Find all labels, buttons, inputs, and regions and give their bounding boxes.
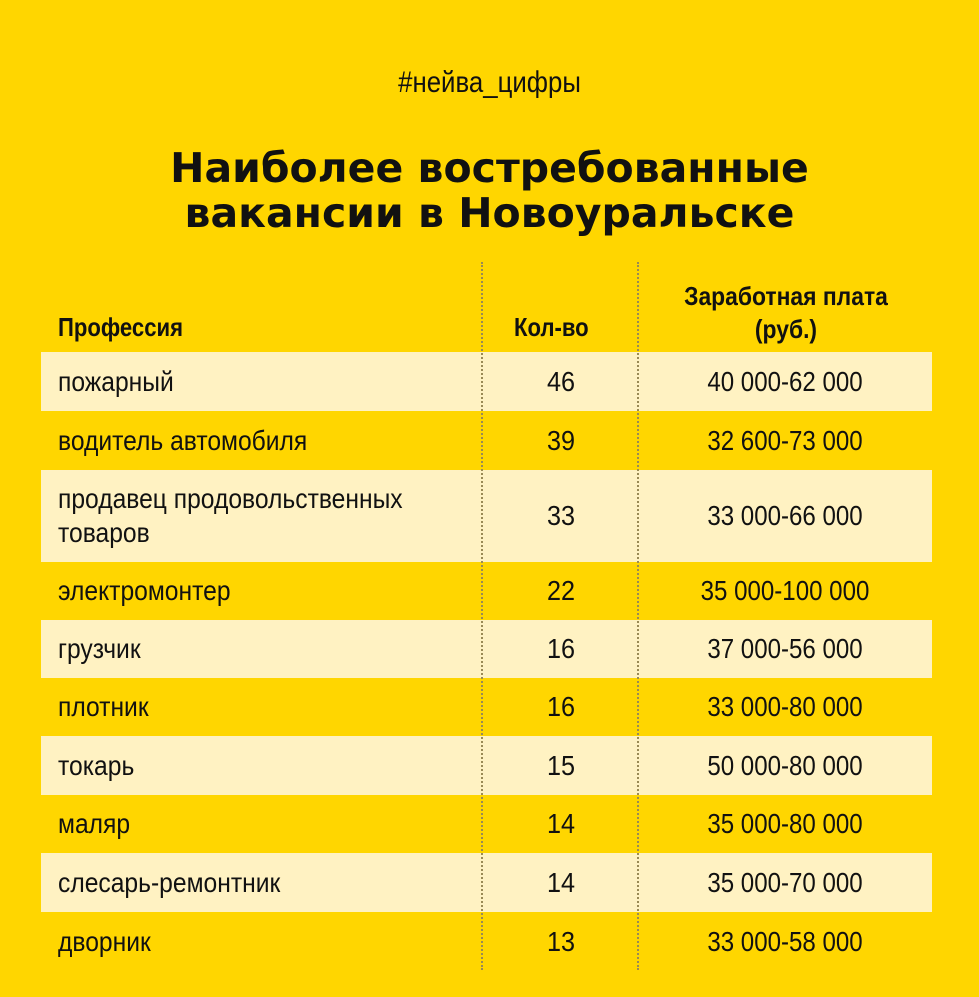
table-row bbox=[41, 411, 932, 470]
cell-profession: пожарный bbox=[58, 365, 174, 397]
column-header-salary-line-2: (руб.) bbox=[754, 314, 818, 344]
cell-profession: маляр bbox=[58, 808, 131, 839]
table-row bbox=[41, 853, 932, 912]
cell-quantity: 13 bbox=[546, 926, 576, 957]
table-row bbox=[41, 470, 932, 562]
cell-quantity: 16 bbox=[546, 691, 576, 722]
cell-salary: 33 000-58 000 bbox=[707, 926, 863, 957]
cell-quantity: 15 bbox=[546, 749, 576, 781]
cell-salary: 40 000-62 000 bbox=[707, 365, 863, 397]
cell-profession: продавец продовольственных товаров bbox=[58, 483, 403, 548]
column-header-quantity: Кол-во bbox=[514, 312, 589, 342]
hashtag: #нейва_цифры bbox=[398, 66, 581, 99]
title-line-2: вакансии в Новоуральске bbox=[184, 189, 795, 237]
cell-profession: токарь bbox=[58, 749, 135, 781]
table-row bbox=[41, 736, 932, 795]
cell-quantity: 16 bbox=[546, 633, 576, 664]
cell-salary: 33 000-66 000 bbox=[707, 500, 863, 531]
cell-profession: грузчик bbox=[58, 633, 141, 664]
page-title bbox=[0, 146, 979, 236]
cell-salary: 50 000-80 000 bbox=[707, 749, 863, 781]
cell-salary: 35 000-80 000 bbox=[707, 808, 863, 839]
cell-quantity: 14 bbox=[546, 808, 576, 839]
cell-salary: 37 000-56 000 bbox=[707, 633, 863, 664]
table-row bbox=[41, 795, 932, 853]
column-header-salary-line-1: Заработная плата bbox=[684, 281, 888, 311]
cell-quantity: 46 bbox=[546, 365, 576, 397]
cell-salary: 32 600-73 000 bbox=[707, 424, 863, 456]
cell-profession: электромонтер bbox=[58, 575, 231, 606]
cell-quantity: 14 bbox=[546, 866, 576, 898]
table-row bbox=[41, 678, 932, 736]
table-row bbox=[41, 912, 932, 972]
column-header-profession: Профессия bbox=[58, 312, 184, 342]
cell-quantity: 39 bbox=[546, 424, 576, 456]
cell-salary: 35 000-70 000 bbox=[707, 866, 863, 898]
table-row bbox=[41, 352, 932, 411]
cell-profession: дворник bbox=[58, 926, 151, 957]
table-row bbox=[41, 620, 932, 678]
cell-profession: водитель автомобиля bbox=[58, 424, 308, 456]
cell-salary: 35 000-100 000 bbox=[700, 575, 870, 606]
cell-profession: слесарь-ремонтник bbox=[58, 866, 281, 898]
cell-quantity: 33 bbox=[546, 500, 576, 531]
title-line-1: Наиболее востребованные bbox=[170, 144, 809, 192]
cell-profession: плотник bbox=[58, 691, 149, 722]
cell-quantity: 22 bbox=[546, 575, 576, 606]
column-divider bbox=[481, 262, 483, 970]
column-divider bbox=[637, 262, 639, 970]
table-row bbox=[41, 562, 932, 620]
column-header-salary bbox=[659, 280, 912, 346]
cell-salary: 33 000-80 000 bbox=[707, 691, 863, 722]
